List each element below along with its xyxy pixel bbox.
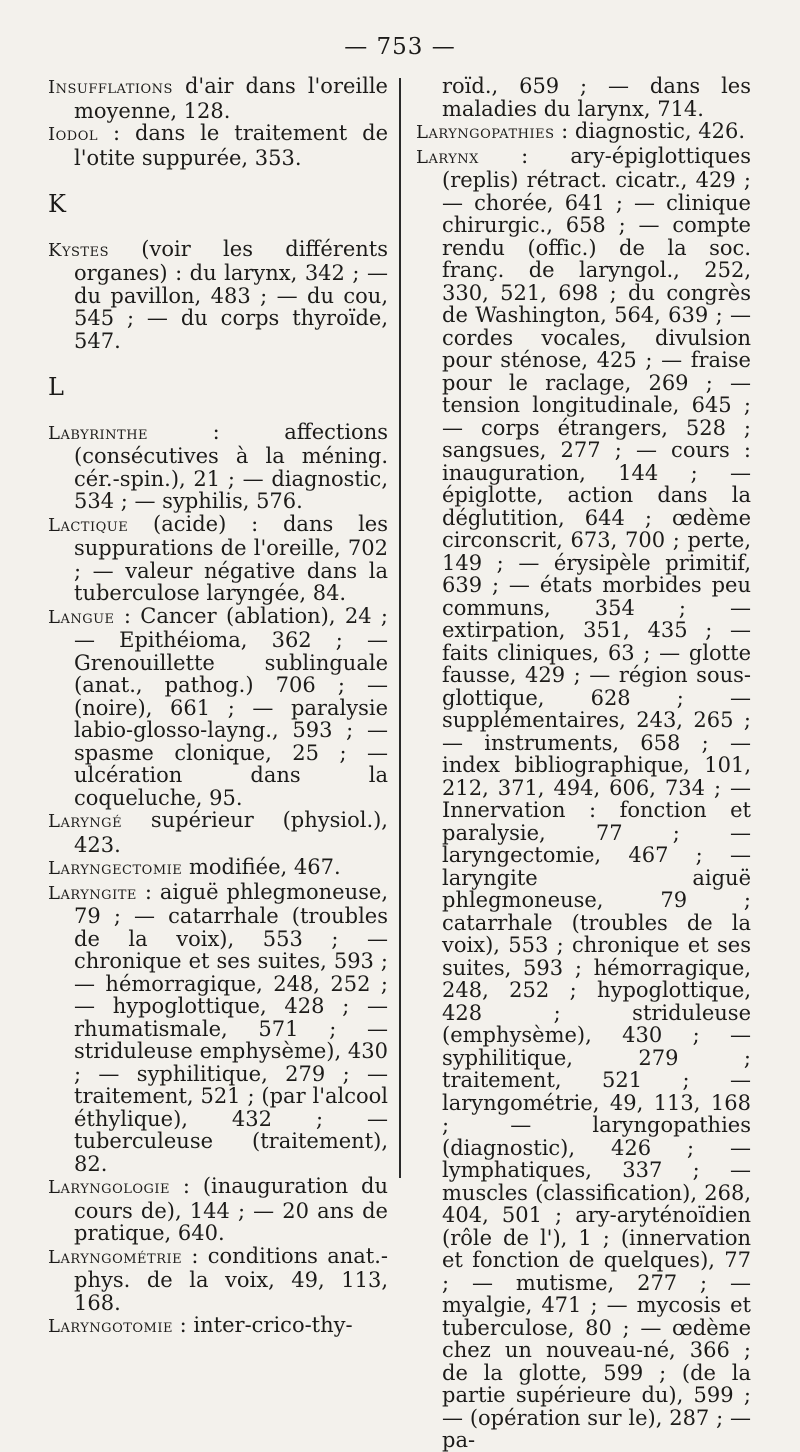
- entry-text: : Cancer (ablation), 24 ; — Epithéioma, 362 ; — Grenouillette sublinguale (anat., pathog.) 706 ; — (noire), 661 ; — paralysie labio-glosso-layng., 593 ; — spasme clonique, 25 ; — ulcération dans la coqueluche, 95.: [74, 604, 388, 810]
- entry-head: Insufflations: [48, 77, 173, 98]
- section-letter-k: K: [48, 193, 388, 216]
- entry-text: : affections (consécutives à la méning. cér.-spin.), 21 ; — diagnostic, 534 ; — syphilis, 576.: [74, 420, 388, 514]
- entry-head: Laryngométrie: [48, 1247, 182, 1268]
- entry-head: Lactique: [48, 515, 128, 536]
- index-entry: [48, 881, 388, 1176]
- index-entry: [48, 421, 388, 513]
- entry-text: : conditions anat.-phys. de la voix, 49, 113, 168.: [74, 1244, 388, 1315]
- entry-text: : aiguë phlegmoneuse, 79 ; — catarrhale (troubles de la voix), 553 ; — chronique et ses suites, 593 ; — hémorragique, 248, 252 ; — hypoglottique, 428 ; — rhumatismale, 571 ; — striduleuse emphysème), 430 ; — syphilitique, 279 ; — traitement, 521 ; (par l'alcool éthylique), 432 ; — tuberculeuse (traitement), 82.: [74, 880, 388, 1176]
- entry-text: : (inauguration du cours de), 144 ; — 20 ans de pratique, 640.: [74, 1174, 388, 1245]
- entry-head: Laryngologie: [48, 1177, 170, 1198]
- index-entry: [48, 1314, 388, 1339]
- entry-text: : dans le traitement de l'otite suppurée, 353.: [74, 121, 388, 170]
- entry-head: Laryngite: [48, 883, 137, 904]
- index-entry: [48, 513, 388, 605]
- index-entry: [48, 238, 388, 353]
- index-entry: [48, 1245, 388, 1315]
- index-entry: [48, 856, 388, 881]
- entry-text: : inter-crico-thy-: [173, 1313, 353, 1337]
- entry-head: Larynx: [416, 147, 479, 168]
- entry-text: d'air dans l'oreille moyenne, 128.: [74, 74, 388, 123]
- index-entry: [416, 145, 751, 1452]
- entry-head: Laryngopathies: [416, 122, 555, 143]
- continued-entry: roïd., 659 ; — dans les maladies du larynx, 714.: [416, 75, 751, 120]
- index-entry: [48, 75, 388, 122]
- index-entry: [416, 120, 751, 145]
- entry-head: Laryngotomie: [48, 1316, 173, 1337]
- column-divider: [399, 78, 401, 1178]
- index-entry: [48, 605, 388, 810]
- entry-head: Kystes: [48, 240, 109, 261]
- page-number: — 753 —: [0, 34, 800, 60]
- entry-text: (voir les différents organes) : du larynx, 342 ; — du pavillon, 483 ; — du cou, 545 ; — du corps thyroïde, 547.: [74, 237, 388, 353]
- entry-head: Langue: [48, 607, 115, 628]
- entry-text: : diagnostic, 426.: [555, 119, 746, 143]
- entry-text: (acide) : dans les suppurations de l'oreille, 702 ; — valeur négative dans la tuberculose laryngée, 84.: [74, 512, 388, 606]
- right-column: [416, 75, 751, 1452]
- entry-head: Laryngectomie: [48, 858, 182, 879]
- index-entry: [48, 1175, 388, 1245]
- entry-head: Laryngé: [48, 811, 122, 832]
- index-entry: [48, 809, 388, 856]
- section-letter-l: L: [48, 376, 388, 399]
- entry-head: Iodol: [48, 124, 98, 145]
- entry-head: Labyrinthe: [48, 423, 148, 444]
- entry-text: modifiée, 467.: [182, 855, 340, 879]
- entry-text: : ary-épiglottiques (replis) rétract. cicatr., 429 ; — chorée, 641 ; — clinique chirurgic., 658 ; — compte rendu (offic.) de la soc. franç. de laryngol., 252, 330, 521, 698 ; du congrès de Washington, 564, 639 ; — cordes vocales, divulsion pour sténose, 425 ; — fraise pour le raclage, 269 ; — tension longitudinale, 645 ; — corps étrangers, 528 ; sangsues, 277 ; — cours : inauguration, 144 ; — épiglotte, action dans la déglutition, 644 ; œdème circonscrit, 673, 700 ; perte, 149 ; — érysipèle primitif, 639 ; — états morbides peu communs, 354 ; — extirpation, 351, 435 ; — faits cliniques, 63 ; — glotte fausse, 429 ; — région sous-glottique, 628 ; — supplémentaires, 243, 265 ; — instruments, 658 ; — index bibliographique, 101, 212, 371, 494, 606, 734 ; — Innervation : fonction et paralysie, 77 ; — laryngectomie, 467 ; — laryngite aiguë phlegmoneuse, 79 ; catarrhale (troubles de la voix), 553 ; chronique et ses suites, 593 ; hémorragique, 248, 252 ; hypoglottique, 428 ; striduleuse (emphysème), 430 ; — syphilitique, 279 ; traitement, 521 ; — laryngométrie, 49, 113, 168 ; — laryngopathies (diagnostic), 426 ; — lymphatiques, 337 ; — muscles (classification), 268, 404, 501 ; ary-aryténoïdien (rôle de l'), 1 ; (innervation et fonction de quelques), 77 ; — mutisme, 277 ; — myalgie, 471 ; — mycosis et tuberculose, 80 ; — œdème chez un nouveau-né, 366 ; de la glotte, 599 ; (de la partie supérieure du), 599 ; — (opération sur le), 287 ; — pa-: [442, 144, 751, 1452]
- entry-text: supérieur (physiol.), 423.: [74, 808, 388, 857]
- index-entry: [48, 122, 388, 169]
- left-column: [48, 75, 388, 1339]
